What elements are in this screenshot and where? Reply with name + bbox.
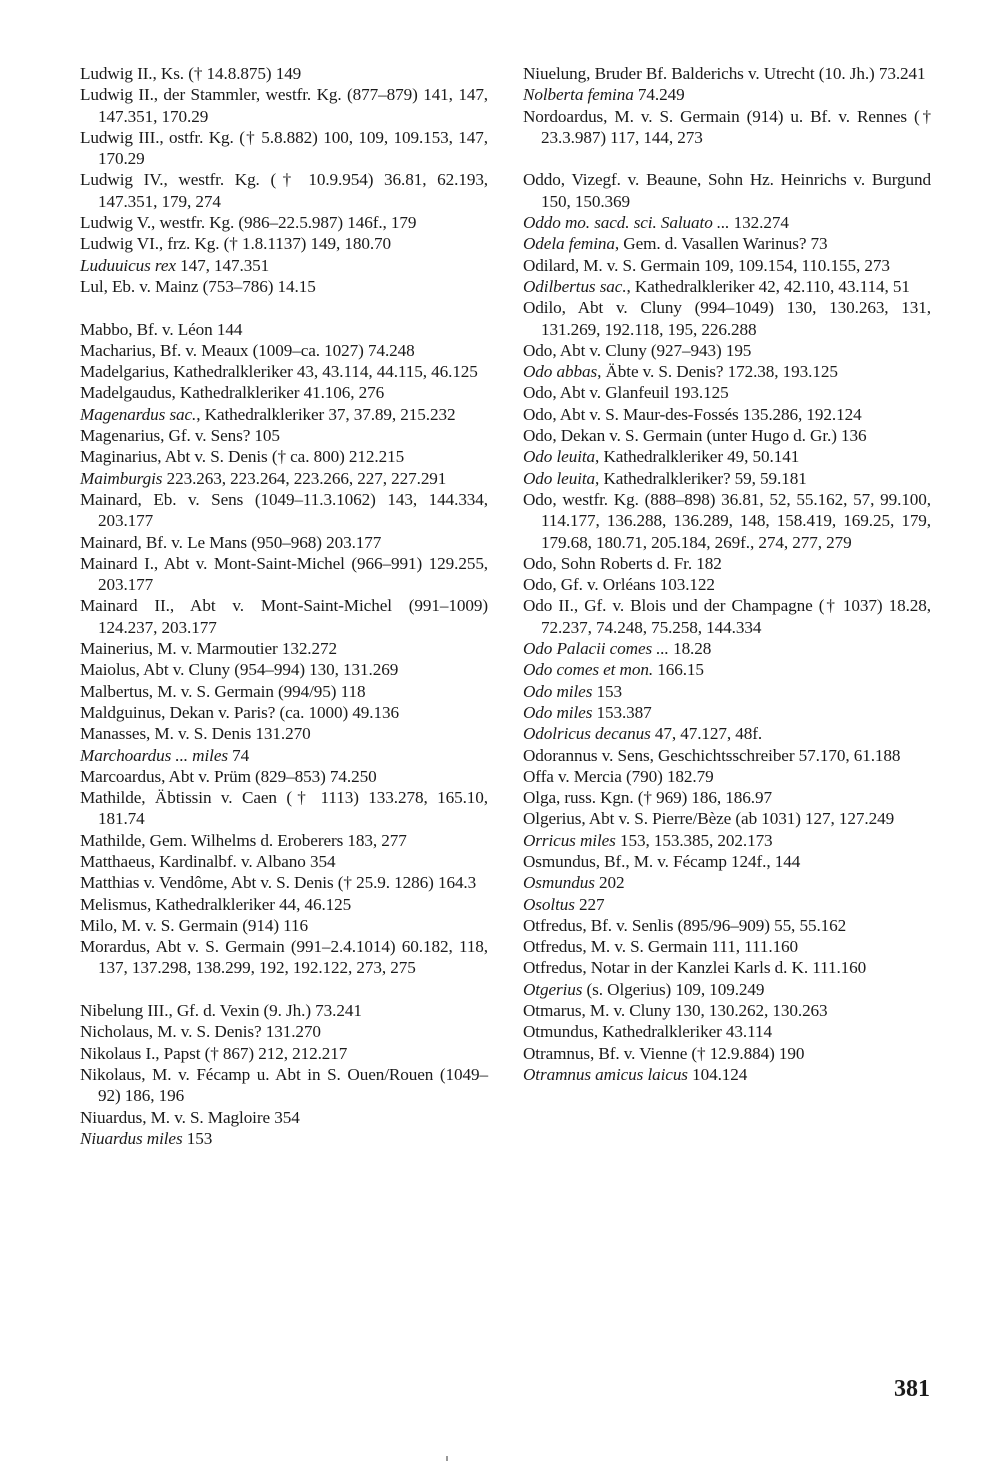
entry-details: , M. v. Marmoutier 132.272 bbox=[148, 639, 337, 659]
entry-name: Marchoardus ... miles bbox=[80, 745, 228, 765]
index-entry bbox=[523, 638, 931, 659]
entry-name: Nordoardus bbox=[523, 106, 604, 126]
index-entry bbox=[523, 808, 931, 829]
index-column-left bbox=[80, 63, 488, 1149]
entry-details: , M. v. S. Germain 111, 111.160 bbox=[582, 937, 799, 957]
index-entry bbox=[523, 468, 931, 489]
entry-details: , Sohn Roberts d. Fr. 182 bbox=[552, 553, 722, 573]
index-entry bbox=[80, 1107, 488, 1128]
index-entry bbox=[523, 1043, 931, 1064]
index-entry bbox=[523, 404, 931, 425]
entry-details: 18.28 bbox=[668, 639, 712, 659]
entry-details: , Abt v. Cluny (994–1049) 130, 130.263, 131, 131.269, 192.118, 195, 226.288 bbox=[541, 298, 931, 339]
entry-name: Olgerius bbox=[523, 809, 582, 829]
entry-details: 153 bbox=[182, 1128, 213, 1148]
entry-details: , Kardinalbf. v. Albano 354 bbox=[150, 851, 336, 871]
entry-name: Malbertus bbox=[80, 681, 149, 701]
entry-details: 153 bbox=[592, 681, 622, 701]
index-entry bbox=[80, 63, 488, 84]
index-entry bbox=[80, 212, 488, 233]
entry-details: , Äbtissin v. Caen († 1113) 133.278, 165.10, 181.74 bbox=[98, 788, 488, 829]
entry-details: v. Vendôme, Abt v. S. Denis († 25.9. 1286) 164.3 bbox=[139, 873, 477, 893]
index-entry bbox=[80, 169, 488, 212]
entry-name: Odo miles bbox=[523, 702, 593, 722]
entry-name: Odilard bbox=[523, 255, 575, 275]
index-entry bbox=[523, 830, 931, 851]
index-entry bbox=[523, 276, 931, 297]
index-entry bbox=[80, 233, 488, 254]
index-entry bbox=[523, 957, 931, 978]
entry-name: Ludwig IV. bbox=[80, 170, 164, 190]
entry-details: , M. v. S. Germain (914) 116 bbox=[113, 915, 309, 935]
entry-name: Milo bbox=[80, 915, 114, 935]
entry-name: Lul bbox=[80, 276, 104, 296]
entry-details: (s. Olgerius) 109, 109.249 bbox=[582, 979, 765, 999]
index-column-right bbox=[523, 63, 931, 1085]
entry-name: Odo bbox=[523, 489, 553, 509]
entry-name: Otmundus bbox=[523, 1022, 594, 1042]
page-number: 381 bbox=[894, 1376, 930, 1402]
entry-details: , Abt v. S. Maur-des-Fossés 135.286, 192.124 bbox=[552, 404, 862, 424]
entry-name: Nikolaus I. bbox=[80, 1043, 156, 1063]
index-entry bbox=[80, 766, 488, 787]
entry-details: , Vizegf. v. Beaune, Sohn Hz. Heinrichs v. Burgund 150, 150.369 bbox=[541, 170, 931, 211]
index-entry bbox=[80, 446, 488, 467]
entry-name: Manasses bbox=[80, 724, 147, 744]
index-entry bbox=[523, 723, 931, 744]
entry-name: Maimburgis bbox=[80, 468, 163, 488]
index-entry bbox=[523, 979, 931, 1000]
index-entry bbox=[80, 595, 488, 638]
entry-name: Olga bbox=[523, 788, 557, 808]
entry-name: Nicholaus bbox=[80, 1022, 149, 1042]
index-entry bbox=[523, 681, 931, 702]
index-entry bbox=[523, 894, 931, 915]
index-entry bbox=[523, 489, 931, 553]
entry-details: , Bf. v. Senlis (895/96–909) 55, 55.162 bbox=[582, 915, 847, 935]
entry-details: , M. v. S. Magloire 354 bbox=[142, 1107, 300, 1127]
entry-details: , Kathedralkleriker 42, 42.110, 43.114, 51 bbox=[626, 276, 910, 296]
entry-details: , Abt v. Mont-Saint-Michel (966–991) 129.255, 203.177 bbox=[98, 553, 489, 595]
entry-details: , Abt v. Cluny (927–943) 195 bbox=[552, 340, 752, 360]
entry-details: , Kathedralkleriker 43.114 bbox=[593, 1022, 772, 1042]
entry-details: , Bf. v. Meaux (1009–ca. 1027) 74.248 bbox=[151, 340, 415, 360]
index-entry bbox=[523, 1021, 931, 1042]
entry-details: , Bf. v. Léon 144 bbox=[128, 319, 243, 339]
index-entry bbox=[523, 595, 931, 638]
entry-name: Odo bbox=[523, 404, 553, 424]
index-entry bbox=[80, 681, 488, 702]
entry-details: , Bruder Bf. Balderichs v. Utrecht (10. Jh.) 73.241 bbox=[586, 64, 926, 83]
letter-group-gap bbox=[523, 148, 931, 169]
entry-name: Magenardus sac. bbox=[80, 404, 197, 424]
index-entry bbox=[80, 553, 488, 596]
index-entry bbox=[523, 851, 931, 872]
index-entry bbox=[80, 255, 488, 276]
entry-details: , frz. Kg. († 1.8.1137) 149, 180.70 bbox=[158, 234, 392, 254]
entry-name: Mathilde bbox=[80, 788, 142, 808]
index-entry bbox=[523, 574, 931, 595]
entry-name: Otfredus bbox=[523, 958, 583, 978]
index-entry bbox=[80, 830, 488, 851]
entry-details: , Dekan v. Paris? (ca. 1000) 49.136 bbox=[161, 702, 399, 722]
entry-name: Mabbo bbox=[80, 319, 129, 339]
entry-details: , Ks. († 14.8.875) 149 bbox=[152, 64, 302, 83]
index-entry bbox=[80, 659, 488, 680]
index-entry bbox=[80, 425, 488, 446]
entry-name: Oddo mo. sacd. sci. Saluato ... bbox=[523, 213, 730, 233]
entry-name: Odo bbox=[523, 575, 553, 595]
entry-name: Otmarus bbox=[523, 1001, 582, 1021]
index-entry bbox=[523, 382, 931, 403]
index-entry bbox=[80, 532, 488, 553]
index-entry bbox=[80, 1064, 488, 1107]
index-entry bbox=[80, 340, 488, 361]
entry-details: , Bf. v. Le Mans (950–968) 203.177 bbox=[137, 532, 382, 552]
index-entry bbox=[523, 446, 931, 467]
index-entry bbox=[80, 404, 488, 425]
index-entry bbox=[523, 212, 931, 233]
entry-name: Niuardus miles bbox=[80, 1128, 183, 1148]
entry-details: , M. v. S. Germain (994/95) 118 bbox=[148, 681, 366, 701]
entry-details: , Kathedralkleriker 41.106, 276 bbox=[171, 383, 385, 403]
index-entry bbox=[523, 745, 931, 766]
entry-name: Madelgarius bbox=[80, 362, 165, 382]
entry-name: Osmundus bbox=[523, 873, 595, 893]
entry-details: 147, 147.351 bbox=[175, 255, 270, 275]
entry-name: Otramnus amicus laicus bbox=[523, 1064, 688, 1084]
entry-name: Otfredus bbox=[523, 937, 583, 957]
index-entry bbox=[523, 106, 931, 149]
entry-name: Mainerius bbox=[80, 639, 149, 659]
entry-details: , westfr. Kg. († 10.9.954) 36.81, 62.193, 147.351, 179, 274 bbox=[98, 170, 489, 211]
entry-details: , Abt v. S. Denis († ca. 800) 212.215 bbox=[157, 447, 405, 467]
entry-name: Mainard bbox=[80, 489, 138, 509]
entry-name: Odo leuita bbox=[523, 468, 596, 488]
index-entry bbox=[523, 915, 931, 936]
index-entry bbox=[80, 1128, 488, 1149]
index-entry bbox=[523, 169, 931, 212]
entry-details: 47, 47.127, 48f. bbox=[650, 724, 763, 744]
entry-details: 74 bbox=[227, 745, 250, 765]
index-entry bbox=[523, 1000, 931, 1021]
entry-name: Nikolaus bbox=[80, 1064, 142, 1084]
entry-name: Morardus bbox=[80, 937, 147, 957]
entry-name: Odo II. bbox=[523, 596, 574, 616]
index-entry bbox=[80, 319, 488, 340]
index-entry bbox=[80, 276, 488, 297]
index-entry bbox=[80, 382, 488, 403]
entry-details: , Dekan v. S. Germain (unter Hugo d. Gr.) 136 bbox=[552, 426, 867, 446]
entry-name: Odela femina bbox=[523, 234, 615, 254]
entry-name: Otfredus bbox=[523, 915, 583, 935]
entry-name: Odo bbox=[523, 383, 553, 403]
entry-details: , westfr. Kg. (986–22.5.987) 146f., 179 bbox=[151, 213, 417, 233]
entry-name: Maiolus bbox=[80, 660, 136, 680]
entry-details: 132.274 bbox=[729, 213, 789, 233]
entry-details: 104.124 bbox=[687, 1064, 748, 1084]
entry-name: Osoltus bbox=[523, 894, 575, 914]
index-entry bbox=[523, 255, 931, 276]
entry-details: , Abt v. S. Germain (991–2.4.1014) 60.182, 118, 137, 137.298, 138.299, 192, 192.122, 273, 275 bbox=[98, 937, 488, 978]
entry-details: , Papst († 867) 212, 212.217 bbox=[155, 1043, 348, 1063]
entry-name: Matthaeus bbox=[80, 851, 151, 871]
entry-name: Melismus bbox=[80, 894, 148, 914]
entry-name: Nolberta femina bbox=[523, 85, 634, 105]
index-entry bbox=[80, 127, 488, 170]
index-entry bbox=[523, 63, 931, 84]
entry-details: , Bf., M. v. Fécamp 124f., 144 bbox=[595, 851, 801, 871]
entry-details: , Abt v. Mont-Saint-Michel (991–1009) 124.237, 203.177 bbox=[98, 596, 488, 637]
index-entry bbox=[80, 787, 488, 830]
index-entry bbox=[523, 872, 931, 893]
entry-details: , der Stammler, westfr. Kg. (877–879) 141, 147, 147.351, 170.29 bbox=[98, 85, 489, 126]
index-entry bbox=[523, 297, 931, 340]
entry-name: Otgerius bbox=[523, 979, 583, 999]
index-entry bbox=[80, 894, 488, 915]
index-entry bbox=[523, 766, 931, 787]
entry-details: , Gem. Wilhelms d. Eroberers 183, 277 bbox=[141, 830, 407, 850]
entry-name: Ludwig II. bbox=[80, 85, 154, 105]
index-entry bbox=[523, 425, 931, 446]
index-entry bbox=[523, 361, 931, 382]
index-entry bbox=[80, 745, 488, 766]
entry-name: Odo bbox=[523, 426, 553, 446]
index-entry bbox=[80, 84, 488, 127]
entry-details: , Abt v. Cluny (954–994) 130, 131.269 bbox=[135, 660, 399, 680]
entry-name: Marcoardus bbox=[80, 766, 162, 786]
entry-name: Odo miles bbox=[523, 681, 593, 701]
index-entry bbox=[523, 787, 931, 808]
entry-name: Ludwig II. bbox=[80, 64, 153, 83]
entry-details: , Abt v. S. Pierre/Bèze (ab 1031) 127, 127.249 bbox=[581, 809, 895, 829]
entry-name: Mainard I. bbox=[80, 553, 154, 573]
entry-details: 153.387 bbox=[592, 702, 652, 722]
entry-details: , M. v. S. Denis 131.270 bbox=[146, 724, 311, 744]
entry-name: Odilo bbox=[523, 298, 562, 318]
index-entry bbox=[80, 936, 488, 979]
entry-name: Orricus miles bbox=[523, 830, 616, 850]
entry-details: , ostfr. Kg. († 5.8.882) 100, 109, 109.153, 147, 170.29 bbox=[98, 127, 488, 169]
index-entry bbox=[523, 702, 931, 723]
index-entry bbox=[80, 872, 488, 893]
letter-group-gap bbox=[80, 297, 488, 318]
index-entry bbox=[523, 84, 931, 105]
entry-name: Odo abbas bbox=[523, 362, 598, 382]
entry-name: Oddo bbox=[523, 170, 561, 190]
index-entry bbox=[80, 915, 488, 936]
entry-name: Odo Palacii comes ... bbox=[523, 639, 669, 659]
entry-name: Maldguinus bbox=[80, 702, 162, 722]
entry-details: 227 bbox=[574, 894, 605, 914]
entry-details: , M. v. S. Germain 109, 109.154, 110.155, 273 bbox=[574, 255, 890, 275]
index-entry bbox=[523, 340, 931, 361]
entry-details: , Gem. d. Vasallen Warinus? 73 bbox=[614, 234, 828, 254]
entry-details: , M. v. Fécamp u. Abt in S. Ouen/Rouen (1049–92) 186, 196 bbox=[98, 1064, 488, 1106]
index-entry bbox=[80, 1021, 488, 1042]
letter-group-gap bbox=[80, 979, 488, 1000]
entry-details: , M. v. S. Germain (914) u. Bf. v. Rennes († 23.3.987) 117, 144, 273 bbox=[541, 106, 931, 147]
entry-details: v. Mercia (790) 182.79 bbox=[553, 766, 714, 786]
entry-name: Odo leuita bbox=[523, 447, 596, 467]
entry-details: 74.249 bbox=[633, 85, 685, 105]
entry-details: , Kathedralkleriker 49, 50.141 bbox=[595, 447, 800, 467]
entry-name: Mathilde bbox=[80, 830, 142, 850]
entry-name: Odo bbox=[523, 340, 553, 360]
index-entry bbox=[80, 851, 488, 872]
index-entry bbox=[80, 1043, 488, 1064]
entry-name: Nibelung III. bbox=[80, 1001, 169, 1021]
index-entry bbox=[80, 723, 488, 744]
index-entry bbox=[523, 1064, 931, 1085]
entry-details: , westfr. Kg. (888–898) 36.81, 52, 55.162, 57, 99.100, 114.177, 136.288, 136.289, 148, 158.419, 169.25, 179, 179.68, 180.71, 205.184, 269f., 274, 277, 279 bbox=[541, 489, 931, 552]
scan-speck bbox=[446, 1456, 448, 1461]
entry-name: Niuelung bbox=[523, 64, 587, 83]
entry-name: Luduuicus rex bbox=[80, 255, 176, 275]
entry-details: , Kathedralkleriker 44, 46.125 bbox=[147, 894, 352, 914]
entry-details: 223.263, 223.264, 223.266, 227, 227.291 bbox=[162, 468, 447, 488]
index-entry bbox=[80, 638, 488, 659]
entry-name: Odolricus decanus bbox=[523, 724, 651, 744]
entry-name: Madelgaudus bbox=[80, 383, 172, 403]
entry-details: , Abt v. Prüm (829–853) 74.250 bbox=[161, 766, 377, 786]
entry-details: , Eb. v. Sens (1049–11.3.1062) 143, 144.334, 203.177 bbox=[98, 489, 488, 531]
entry-name: Macharius bbox=[80, 340, 152, 360]
index-entry bbox=[80, 702, 488, 723]
entry-details: v. Sens, Geschichtsschreiber 57.170, 61.188 bbox=[597, 745, 901, 765]
entry-name: Osmundus bbox=[523, 851, 596, 871]
entry-name: Ludwig V. bbox=[80, 213, 152, 233]
entry-name: Maginarius bbox=[80, 447, 158, 467]
entry-name: Otramnus bbox=[523, 1043, 590, 1063]
entry-details: , Notar in der Kanzlei Karls d. K. 111.160 bbox=[582, 958, 867, 978]
entry-name: Niuardus bbox=[80, 1107, 143, 1127]
entry-details: , Gf. d. Vexin (9. Jh.) 73.241 bbox=[168, 1001, 362, 1021]
entry-details: 202 bbox=[594, 873, 625, 893]
entry-name: Ludwig III. bbox=[80, 127, 160, 147]
entry-name: Odo bbox=[523, 553, 553, 573]
entry-details: , Abt v. Glanfeuil 193.125 bbox=[552, 383, 729, 403]
entry-details: 166.15 bbox=[653, 660, 704, 680]
entry-name: Mainard II. bbox=[80, 596, 170, 616]
entry-name: Mainard bbox=[80, 532, 138, 552]
entry-details: , Äbte v. S. Denis? 172.38, 193.125 bbox=[597, 362, 838, 382]
entry-details: , Kathedralkleriker 37, 37.89, 215.232 bbox=[196, 404, 456, 424]
index-entry bbox=[523, 553, 931, 574]
entry-name: Matthias bbox=[80, 873, 140, 893]
entry-name: Odo comes et mon. bbox=[523, 660, 654, 680]
entry-details: , M. v. S. Denis? 131.270 bbox=[148, 1022, 321, 1042]
entry-details: , M. v. Cluny 130, 130.262, 130.263 bbox=[581, 1001, 828, 1021]
entry-details: , Kathedralkleriker? 59, 59.181 bbox=[595, 468, 807, 488]
entry-name: Offa bbox=[523, 766, 554, 786]
index-entry bbox=[80, 489, 488, 532]
index-entry bbox=[523, 659, 931, 680]
index-entry bbox=[523, 233, 931, 254]
index-entry bbox=[523, 936, 931, 957]
index-entry bbox=[80, 468, 488, 489]
entry-details: , russ. Kgn. († 969) 186, 186.97 bbox=[556, 788, 772, 808]
entry-details: , Eb. v. Mainz (753–786) 14.15 bbox=[103, 276, 316, 296]
entry-details: , Kathedralkleriker 43, 43.114, 44.115, 46.125 bbox=[164, 362, 478, 382]
entry-details: , Gf. v. Orléans 103.122 bbox=[552, 575, 715, 595]
entry-name: Odorannus bbox=[523, 745, 598, 765]
entry-name: Magenarius bbox=[80, 426, 161, 446]
index-entry bbox=[80, 361, 488, 382]
entry-details: 153, 153.385, 202.173 bbox=[615, 830, 773, 850]
entry-name: Ludwig VI. bbox=[80, 234, 159, 254]
index-entry bbox=[80, 1000, 488, 1021]
entry-name: Odilbertus sac. bbox=[523, 276, 627, 296]
entry-details: , Gf. v. Blois und der Champagne († 1037) 18.28, 72.237, 74.248, 75.258, 144.334 bbox=[541, 596, 931, 637]
entry-details: , Bf. v. Vienne († 12.9.884) 190 bbox=[590, 1043, 805, 1063]
entry-details: , Gf. v. Sens? 105 bbox=[160, 426, 280, 446]
